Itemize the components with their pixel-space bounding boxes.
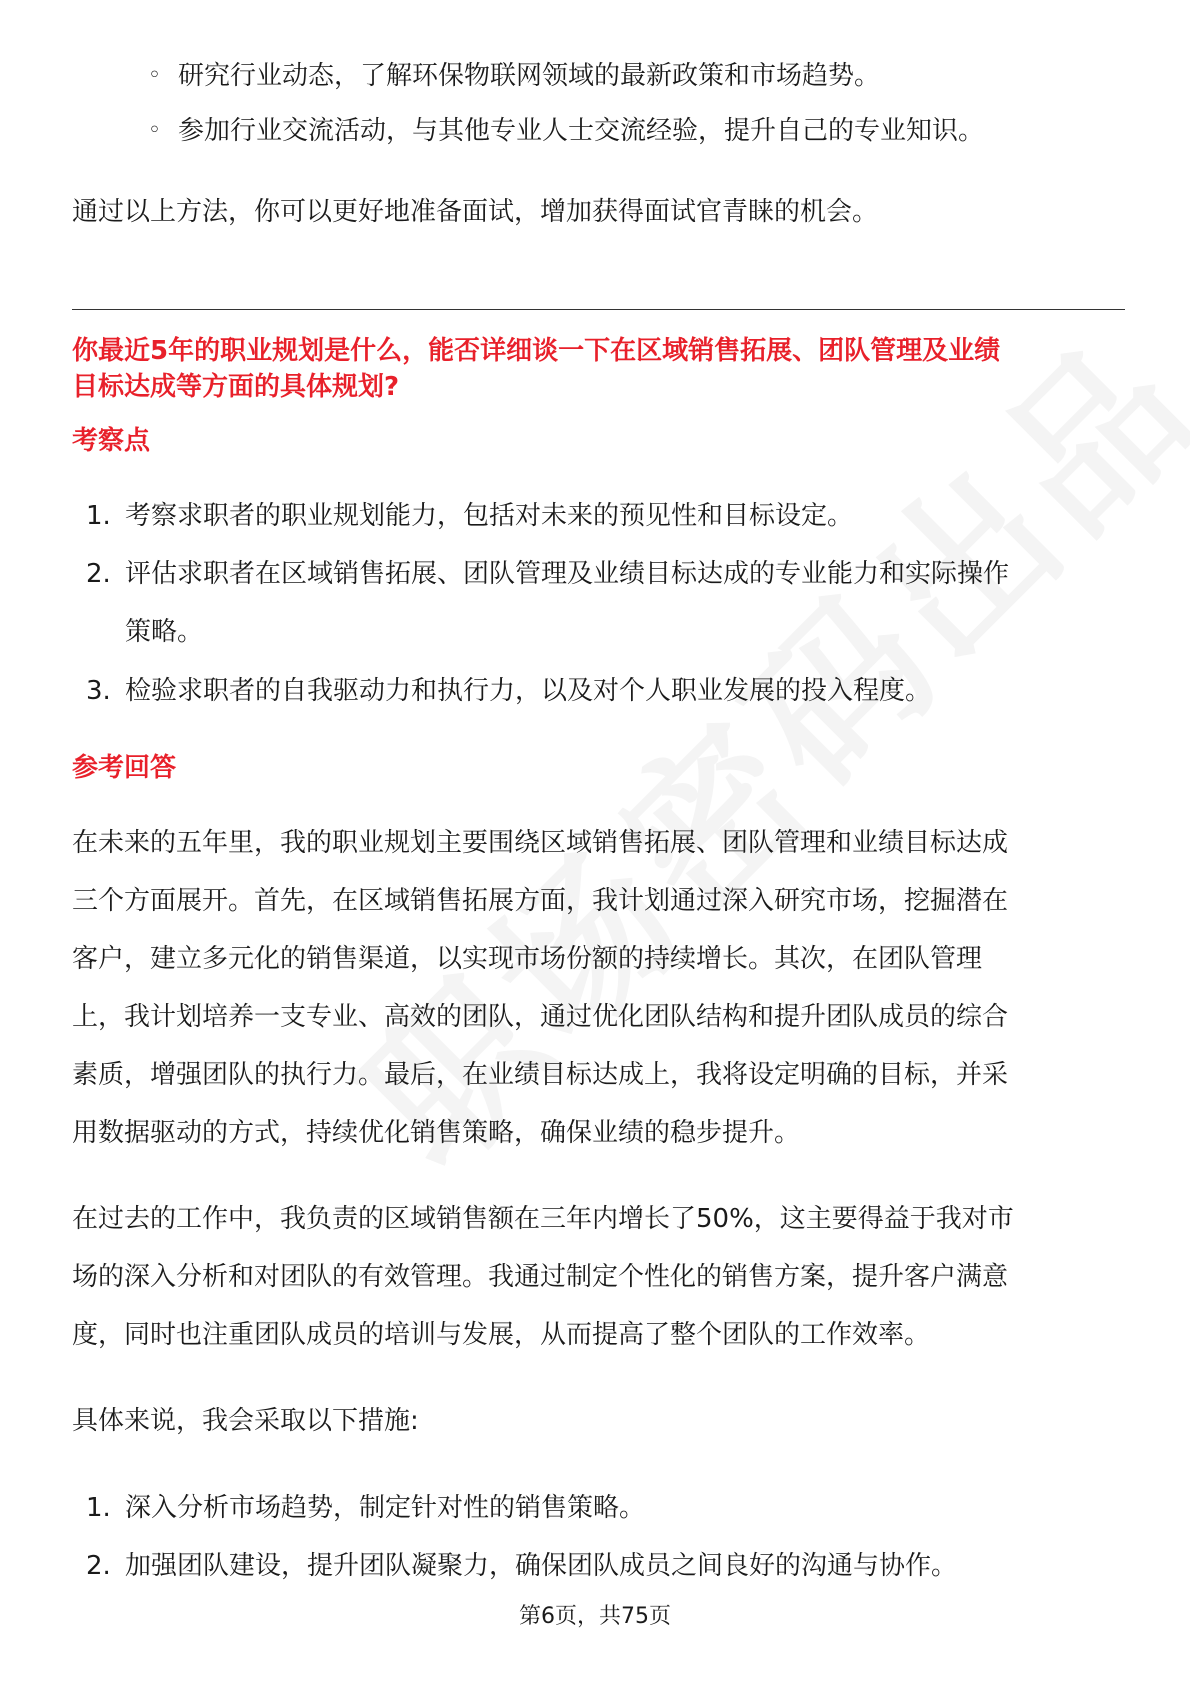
cankao-heading: 参考回答 — [72, 753, 177, 783]
answer-paragraph-3: 具体来说，我会采取以下措施: — [72, 1406, 419, 1436]
paragraph-line: 用数据驱动的方式，持续优化销售策略，确保业绩的稳步提升。 — [72, 1118, 801, 1148]
bullet-item: 参加行业交流活动，与其他专业人士交流经验，提升自己的专业知识。 — [178, 116, 985, 146]
paragraph-line: 上，我计划培养一支专业、高效的团队，通过优化团队结构和提升团队成员的综合 — [72, 1002, 1009, 1032]
list-number: 3. — [86, 676, 111, 706]
paragraph-line: 在未来的五年里，我的职业规划主要围绕区域销售拓展、团队管理和业绩目标达成 — [72, 828, 1009, 858]
paragraph-line: 素质，增强团队的执行力。最后，在业绩目标达成上，我将设定明确的目标，并采 — [72, 1060, 1009, 1090]
paragraph-line: 度，同时也注重团队成员的培训与发展，从而提高了整个团队的工作效率。 — [72, 1320, 931, 1350]
list-item: 考察求职者的职业规划能力，包括对未来的预见性和目标设定。 — [125, 501, 854, 531]
paragraph-line: 场的深入分析和对团队的有效管理。我通过制定个性化的销售方案，提升客户满意 — [72, 1262, 1009, 1292]
kaochadian-heading: 考察点 — [72, 426, 151, 456]
question-line: 目标达成等方面的具体规划? — [72, 372, 400, 402]
bullet-dot: ◦ — [148, 63, 161, 88]
paragraph-line: 在过去的工作中，我负责的区域销售额在三年内增长了50%，这主要得益于我对市 — [72, 1204, 1014, 1234]
section-divider — [72, 309, 1125, 310]
paragraph-line: 客户，建立多元化的销售渠道，以实现市场份额的持续增长。其次，在团队管理 — [72, 944, 983, 974]
paragraph-line: 三个方面展开。首先，在区域销售拓展方面，我计划通过深入研究市场，挖掘潜在 — [72, 886, 1009, 916]
list-item: 深入分析市场趋势，制定针对性的销售策略。 — [125, 1493, 646, 1523]
list-number: 1. — [86, 501, 111, 531]
page-footer: 第6页，共75页 — [519, 1604, 671, 1629]
bullet-item: 研究行业动态，了解环保物联网领域的最新政策和市场趋势。 — [178, 61, 881, 91]
list-number: 2. — [86, 1551, 111, 1581]
question-title — [72, 333, 1132, 405]
list-number: 2. — [86, 559, 111, 589]
list-item: 检验求职者的自我驱动力和执行力，以及对个人职业发展的投入程度。 — [125, 676, 932, 706]
summary-paragraph: 通过以上方法，你可以更好地准备面试，增加获得面试官青睐的机会。 — [72, 197, 879, 227]
list-number: 1. — [86, 1493, 111, 1523]
bullet-dot: ◦ — [148, 118, 161, 143]
question-line: 你最近5年的职业规划是什么，能否详细谈一下在区域销售拓展、团队管理及业绩 — [72, 336, 1001, 366]
list-item: 评估求职者在区域销售拓展、团队管理及业绩目标达成的专业能力和实际操作 — [125, 559, 1010, 589]
list-item-continuation: 策略。 — [125, 617, 204, 647]
list-item: 加强团队建设，提升团队凝聚力，确保团队成员之间良好的沟通与协作。 — [125, 1551, 958, 1581]
